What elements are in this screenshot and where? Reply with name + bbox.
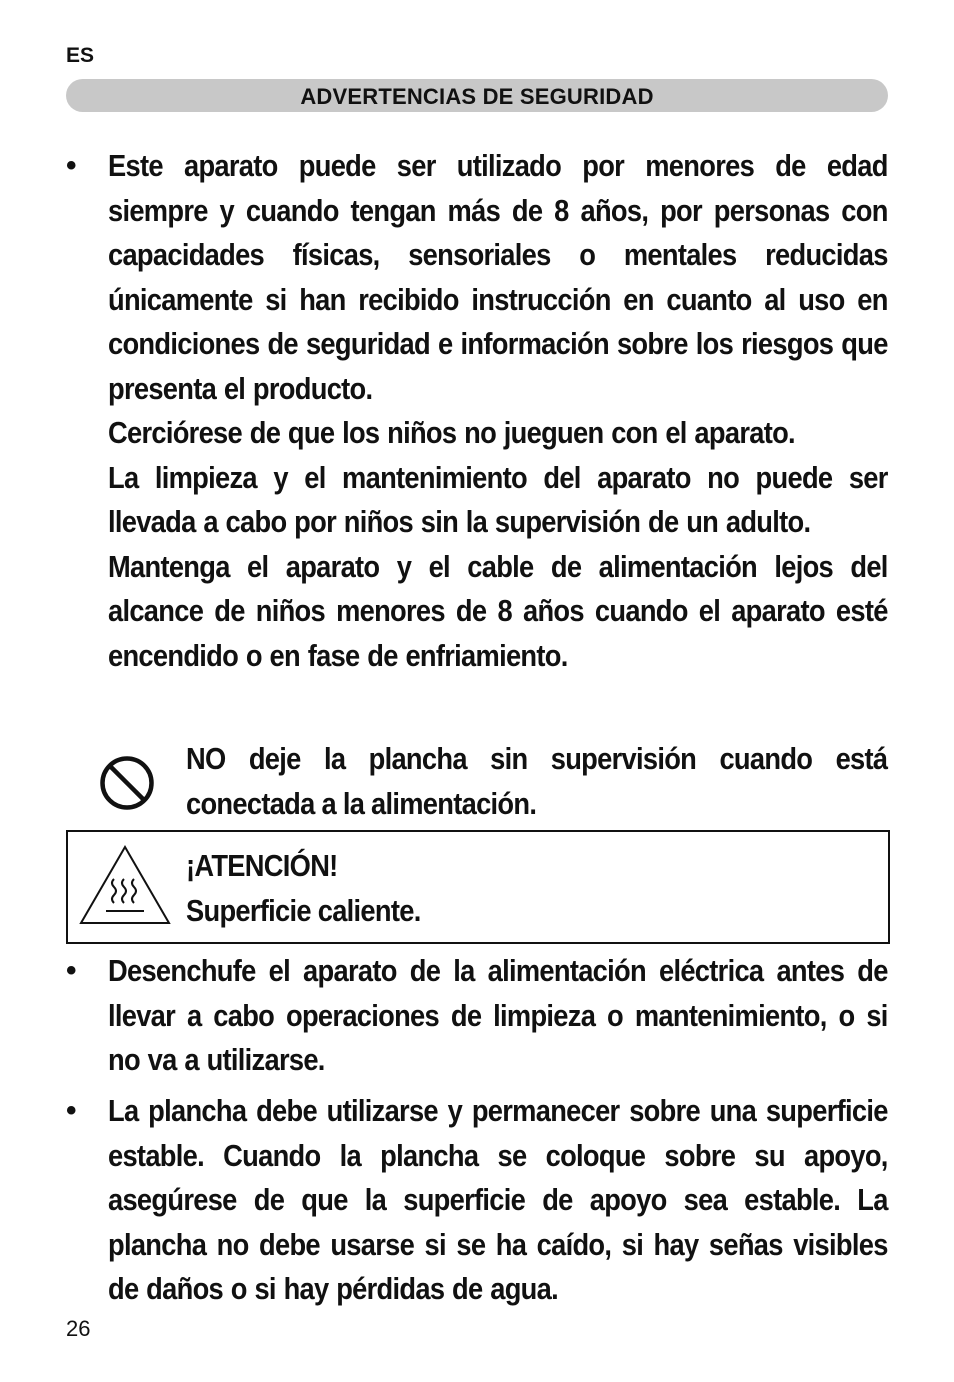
safety-item-1-paragraph-1: Este aparato puede ser utilizado por menores de edad siempre y cuando tengan más de 8 años, por personas con capacidades físicas, sensoriales o mentales reducidas únicamente si han recibido instrucción en cuanto al uso en condiciones de seguridad e información sobre los riesgos que presenta el producto. bbox=[108, 148, 888, 406]
safety-item-2: Desenchufe el aparato de la alimentación eléctrica antes de llevar a cabo operaciones de limpieza o mantenimiento, o si no va a utilizarse. bbox=[108, 953, 888, 1077]
prohibition-notice-text: NO deje la plancha sin supervisión cuando está conectada a la alimentación. bbox=[186, 741, 888, 821]
safety-item-1-paragraph-3: La limpieza y el mantenimiento del aparato no puede ser llevada a cabo por niños sin la supervisión de un adulto. bbox=[108, 459, 888, 539]
safety-item-1-paragraph-2: Cerciórese de que los niños no jueguen con el aparato. bbox=[108, 415, 795, 450]
section-title-banner: ADVERTENCIAS DE SEGURIDAD bbox=[66, 79, 888, 112]
prohibition-icon bbox=[98, 754, 156, 812]
warning-message: Superficie caliente. bbox=[186, 893, 421, 928]
bullet-1: • bbox=[66, 149, 77, 182]
page-number: 26 bbox=[66, 1316, 91, 1341]
hot-surface-warning-text bbox=[186, 843, 421, 933]
safety-item-1-paragraph-4: Mantenga el aparato y el cable de alimentación lejos del alcance de niños menores de 8 años cuando el aparato esté encendido o en fase de enfriamiento. bbox=[108, 548, 888, 673]
language-code: ES bbox=[66, 44, 95, 67]
safety-item-1 bbox=[108, 144, 888, 678]
warning-title: ¡ATENCIÓN! bbox=[186, 848, 338, 883]
bullet-3: • bbox=[66, 1094, 77, 1127]
bullet-2: • bbox=[66, 954, 77, 987]
safety-item-3: La plancha debe utilizarse y permanecer sobre una superficie estable. Cuando la plancha se coloque sobre su apoyo, asegúrese de que la superficie de apoyo sea estable. La plancha no debe usarse si se ha caído, si hay señas visibles de daños o si hay pérdidas de agua. bbox=[108, 1093, 888, 1306]
hot-surface-warning-icon bbox=[78, 843, 172, 927]
